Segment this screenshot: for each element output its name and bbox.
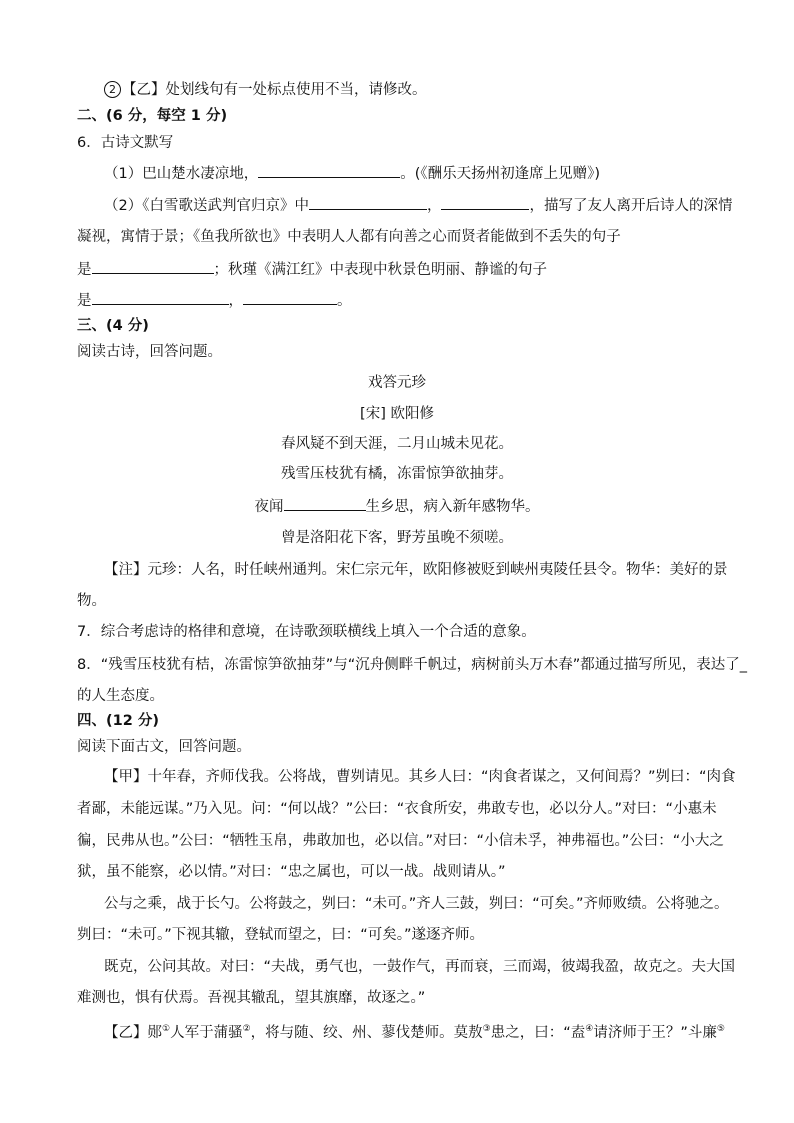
answer-blank[interactable] [284,496,366,511]
question-6-item-2-line-3: 是 ；秋瑾《满江红》中表现中秋景色明丽、静谧的句子 [77,259,547,280]
poem-title: 戏答元珍 [368,375,426,391]
footnote-marker: ⑤ [716,1024,725,1034]
section-4-heading: 四、(12 分) [77,713,159,729]
footnote-marker: ① [162,1024,171,1034]
passage-jia-line: 难测也，惧有伏焉。吾视其辙乱，望其旗靡，故逐之。” [77,990,426,1006]
poem-line-3: 夜闻 生乡思，病入新年感物华。 [0,496,794,517]
passage-jia-line: 刿曰：“未可。”下视其辙，登轼而望之，曰：“可矣。”遂逐齐师。 [77,927,485,943]
question-6-item-1: （1）巴山楚水凄凉地， 。(《酬乐天扬州初逢席上见赠》) [104,163,600,184]
question-2-item [104,80,427,100]
passage-jia-line: 既克，公问其故。对曰：“夫战，勇气也，一鼓作气，再而衰，三而竭，彼竭我盈，故克之。夫大国 [104,959,736,975]
section-2-heading: 二、(6 分，每空 1 分) [77,108,228,124]
poem-note: 【注】元珍：人名，时任峡州通判。宋仁宗元年，欧阳修被贬到峡州夷陵任县令。物华：美好的景 [104,562,728,578]
circled-number: 2 [104,81,121,98]
answer-blank[interactable] [441,195,529,210]
answer-blank[interactable] [92,290,229,305]
question-6-item-2: （2）《白雪歌送武判官归京》中 ， ，描写了友人离开后诗人的深情 [104,195,732,216]
section-3-heading: 三、(4 分) [77,318,149,334]
passage-jia-line: 【甲】十年春，齐师伐我。公将战，曹刿请见。其乡人曰：“肉食者谋之，又何间焉？”刿曰：“肉食 [104,769,736,785]
passage-yi-line: 【乙】郧①人军于蒲骚②，将与随、绞、州、蓼伐楚师。莫敖③患之，曰：“盍④请济师于王？”斗廉⑤ [104,1024,725,1041]
question-text: 【乙】处划线句有一处标点使用不当，请修改。 [122,82,427,98]
question-8: 8．“残雪压枝犹有桔，冻雷惊笋欲抽芽”与“沉舟侧畔千帆过，病树前头万木春”都通过描写所见，表达了_ [77,657,748,673]
question-8-continued: 的人生态度。 [77,688,164,704]
poem-author: [宋] 欧阳修 [360,406,434,422]
answer-blank[interactable] [92,259,214,274]
poem-note-continued: 物。 [77,593,106,609]
passage-jia-line: 狱，虽不能察，必以情。”对曰：“忠之属也，可以一战。战则请从。” [77,864,506,880]
passage-jia-line: 者鄙，未能远谋。”乃入见。问：“何以战？”公曰：“衣食所安，弗敢专也，必以分人。”对曰：“小惠未 [77,801,717,817]
question-6-item-2-line-4: 是 ， 。 [77,290,352,311]
answer-blank[interactable] [309,195,427,210]
section-4-instruction: 阅读下面古文，回答问题。 [77,739,251,755]
footnote-marker: ④ [585,1024,594,1034]
answer-blank[interactable] [243,290,337,305]
question-6-title: 6．古诗文默写 [77,135,174,151]
passage-jia-line: 徧，民弗从也。”公曰：“牺牲玉帛，弗敢加也，必以信。”对曰：“小信未孚，神弗福也。”公曰：“小大之 [77,833,724,849]
question-6-item-2-line-2: 凝视，寓情于景；《鱼我所欲也》中表明人人都有向善之心而贤者能做到不丢失的句子 [77,229,621,245]
footnote-marker: ③ [482,1024,491,1034]
poem-line-4: 曾是洛阳花下客，野芳虽晚不须嗟。 [281,530,513,546]
section-3-instruction: 阅读古诗，回答问题。 [77,344,222,360]
poem-line-1: 春风疑不到天涯，二月山城未见花。 [281,436,513,452]
footnote-marker: ② [242,1024,251,1034]
poem-line-2: 残雪压枝犹有橘，冻雷惊笋欲抽芽。 [281,466,513,482]
answer-blank[interactable] [258,163,400,178]
question-7: 7．综合考虑诗的格律和意境，在诗歌颈联横线上填入一个合适的意象。 [77,624,536,640]
passage-jia-line: 公与之乘，战于长勺。公将鼓之，刿曰：“未可。”齐人三鼓，刿曰：“可矣。”齐师败绩。公将驰之。 [104,896,729,912]
